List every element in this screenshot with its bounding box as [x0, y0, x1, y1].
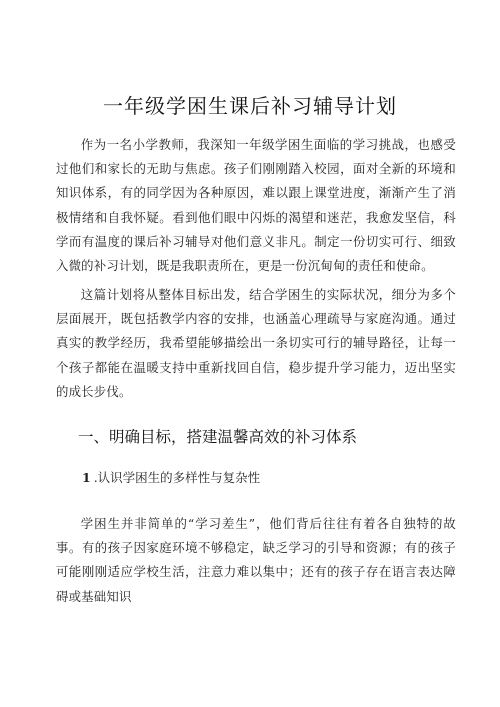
intro-paragraph-1: 作为一名小学教师，我深知一年级学困生面临的学习挑战，也感受过他们和家长的无助与焦虑。孩子们刚刚踏入校园，面对全新的环境和知识体系，有的同学因为各种原因，难以跟上课堂进度，渐渐产生了消极情绪和自我怀疑。看到他们眼中闪烁的渴望和迷茫，我愈发坚信，科学而有温度的课后补习辅导对他们意义非凡。制定一份切实可行、细致入微的补习计划，既是我职责所在，更是一份沉甸甸的责任和使命。	[56, 137, 456, 274]
intro-paragraph-2: 这篇计划将从整体目标出发，结合学困生的实际状况，细分为多个层面展开，既包括教学内容的安排，也涵盖心理疏导与家庭沟通。通过真实的教学经历，我希望能够描绘出一条切实可行的辅导路径，让每一个孩子都能在温暖支持中重新找回自信，稳步提升学习能力，迈出坚实的成长步伐。	[56, 287, 456, 399]
sub-heading-1-1	[82, 468, 260, 488]
section-heading-1: 一、明确目标，搭建温馨高效的补习体系	[78, 428, 358, 446]
document-title: 一年级学困生课后补习辅导计划	[103, 94, 397, 118]
sub-heading-number: 1	[82, 470, 91, 485]
sub-heading-text: .认识学困生的多样性与复杂性	[93, 470, 261, 485]
section-1-paragraph: 学困生并非简单的“学习差生”，他们背后往往有着各自独特的故事。有的孩子因家庭环境不够稳定，缺乏学习的引导和资源；有的孩子可能刚刚适应学校生活，注意力难以集中；还有的孩子存在语言表达障碍或基础知识	[56, 516, 456, 604]
